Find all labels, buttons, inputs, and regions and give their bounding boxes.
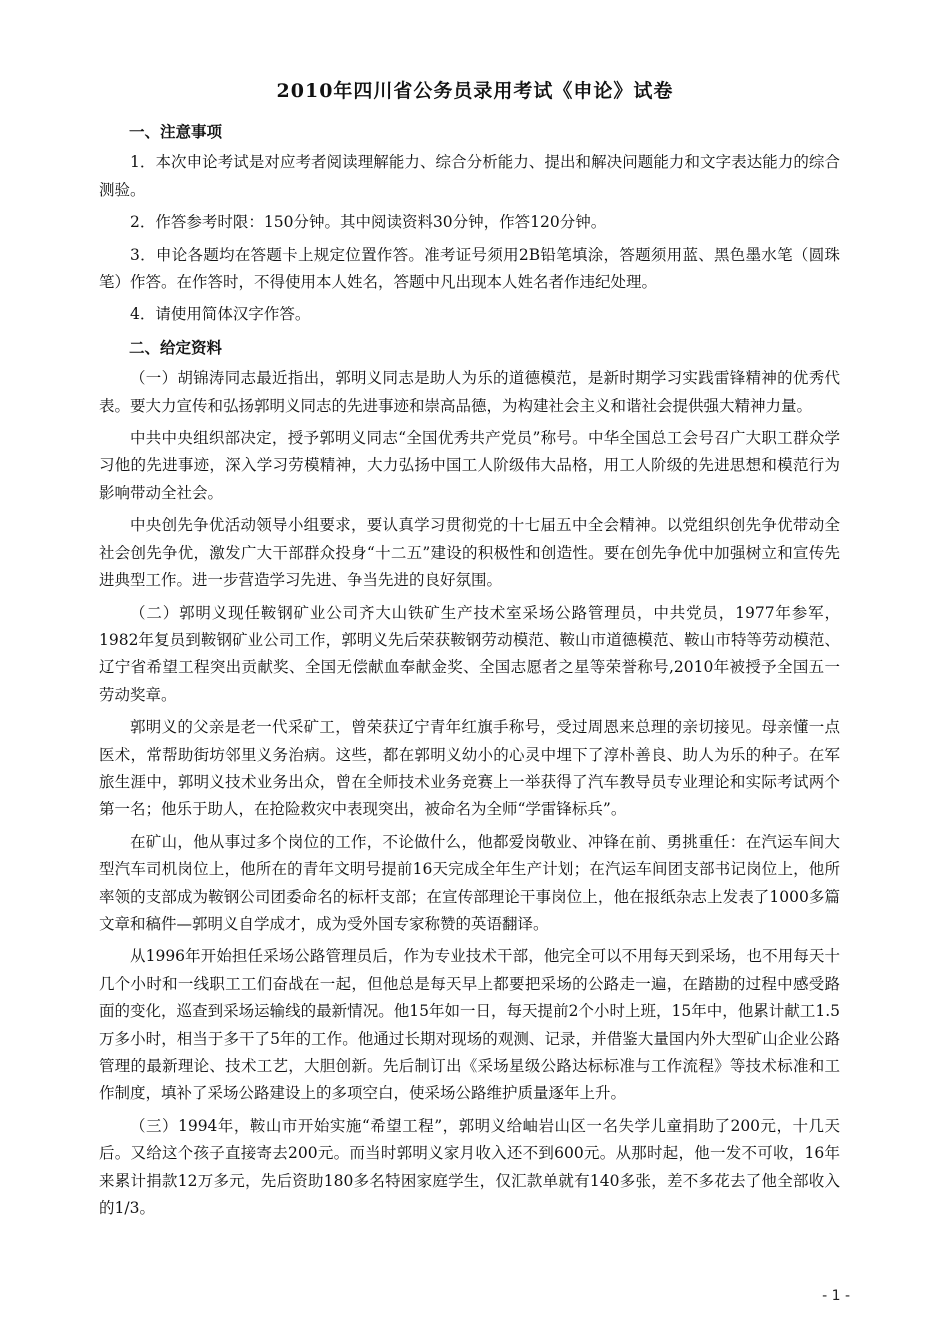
section-heading-materials: 二、给定资料 — [129, 337, 223, 357]
notes-item-3: 3．申论各题均在答题卡上规定位置作答。准考证号须用2B铅笔填涂，答题须用蓝、黑色墨水笔（圆珠笔）作答。在作答时，不得使用本人姓名，答题中凡出现本人姓名者作违纪处理。 — [99, 245, 840, 292]
material-paragraph: （三）1994年，鞍山市开始实施“希望工程”，郭明义给岫岩山区一名失学儿童捐助了200元，十几天后。又给这个孩子直接寄去200元。而当时郭明义家月收入还不到600元。从那时起，他一发不可收，16年来累计捐款12万多元，先后资助180多名特困家庭学生，仅汇款单就有140多张，差不多花去了他全部收入的1/3。 — [99, 1116, 840, 1218]
document-body — [99, 118, 840, 1227]
material-paragraph: （一）胡锦涛同志最近指出，郭明义同志是助人为乐的道德模范，是新时期学习实践雷锋精神的优秀代表。要大力宣传和弘扬郭明义同志的先进事迹和崇高品德，为构建社会主义和谐社会提供强大精神力量。 — [99, 369, 840, 415]
material-paragraph: 中央创先争优活动领导小组要求，要认真学习贯彻党的十七届五中全会精神。以党组织创先争优带动全社会创先争优，激发广大干部群众投身“十二五”建设的积极性和创造性。要在创先争优中加强树立和宣传先进典型工作。进一步营造学习先进、争当先进的良好氛围。 — [99, 516, 840, 590]
material-paragraph: 郭明义的父亲是老一代采矿工，曾荣获辽宁青年红旗手称号，受过周恩来总理的亲切接见。母亲懂一点医术，常帮助街坊邻里义务治病。这些，都在郭明义幼小的心灵中埋下了淳朴善良、助人为乐的种子。在军旅生涯中，郭明义技术业务出众，曾在全师技术业务竞赛上一举获得了汽车教导员专业理论和实际考试两个第一名；他乐于助人，在抢险救灾中表现突出，被命名为全师“学雷锋标兵”。 — [99, 718, 840, 819]
material-paragraph: 中共中央组织部决定，授予郭明义同志“全国优秀共产党员”称号。中华全国总工会号召广大职工群众学习他的先进事迹，深入学习劳模精神，大力弘扬中国工人阶级伟大品格，用工人阶级的先进思想和模范行为影响带动全社会。 — [99, 429, 840, 502]
page-number: - 1 - — [822, 1288, 850, 1304]
material-paragraph: （二）郭明义现任鞍钢矿业公司齐大山铁矿生产技术室采场公路管理员，中共党员，1977年参军，1982年复员到鞍钢矿业公司工作，郭明义先后荣获鞍钢劳动模范、鞍山市道德模范、鞍山市特等劳动模范、辽宁省希望工程突出贡献奖、全国无偿献血奉献金奖、全国志愿者之星等荣誉称号,2010年被授予全国五一劳动奖章。 — [99, 603, 840, 704]
notes-item-2: 2．作答参考时限：150分钟。其中阅读资料30分钟，作答120分钟。 — [130, 213, 607, 232]
section-heading-notes: 一、注意事项 — [129, 122, 223, 141]
notes-item-1: 1．本次申论考试是对应考者阅读理解能力、综合分析能力、提出和解决问题能力和文字表达能力的综合测验。 — [99, 153, 840, 199]
document-title: 2010年四川省公务员录用考试《申论》试卷 — [276, 80, 674, 102]
material-paragraph: 从1996年开始担任采场公路管理员后，作为专业技术干部，他完全可以不用每天到采场，也不用每天十几个小时和一线职工工们奋战在一起，但他总是每天早上都要把采场的公路走一遍，在踏勘的过程中感受路面的变化，巡查到采场运输线的最新情况。他15年如一日，每天提前2个小时上班，15年中，他累计献工1.5万多小时，相当于多干了5年的工作。他通过长期对现场的观测、记录，并借鉴大量国内外大型矿山企业公路管理的最新理论、技术工艺，大胆创新。先后制订出《采场星级公路达标标准与工作流程》等技术标准和工作制度，填补了采场公路建设上的多项空白，使采场公路维护质量逐年上升。 — [99, 947, 840, 1103]
notes-item-4: 4．请使用简体汉字作答。 — [130, 305, 311, 324]
material-paragraph: 在矿山，他从事过多个岗位的工作，不论做什么，他都爱岗敬业、冲锋在前、勇挑重任：在汽运车间大型汽车司机岗位上，他所在的青年文明号提前16天完成全年生产计划；在汽运车间团支部书记岗位上，他所率领的支部成为鞍钢公司团委命名的标杆支部；在宣传部理论干事岗位上，他在报纸杂志上发表了1000多篇文章和稿件—郭明义自学成才，成为受外国专家称赞的英语翻译。 — [99, 832, 840, 933]
